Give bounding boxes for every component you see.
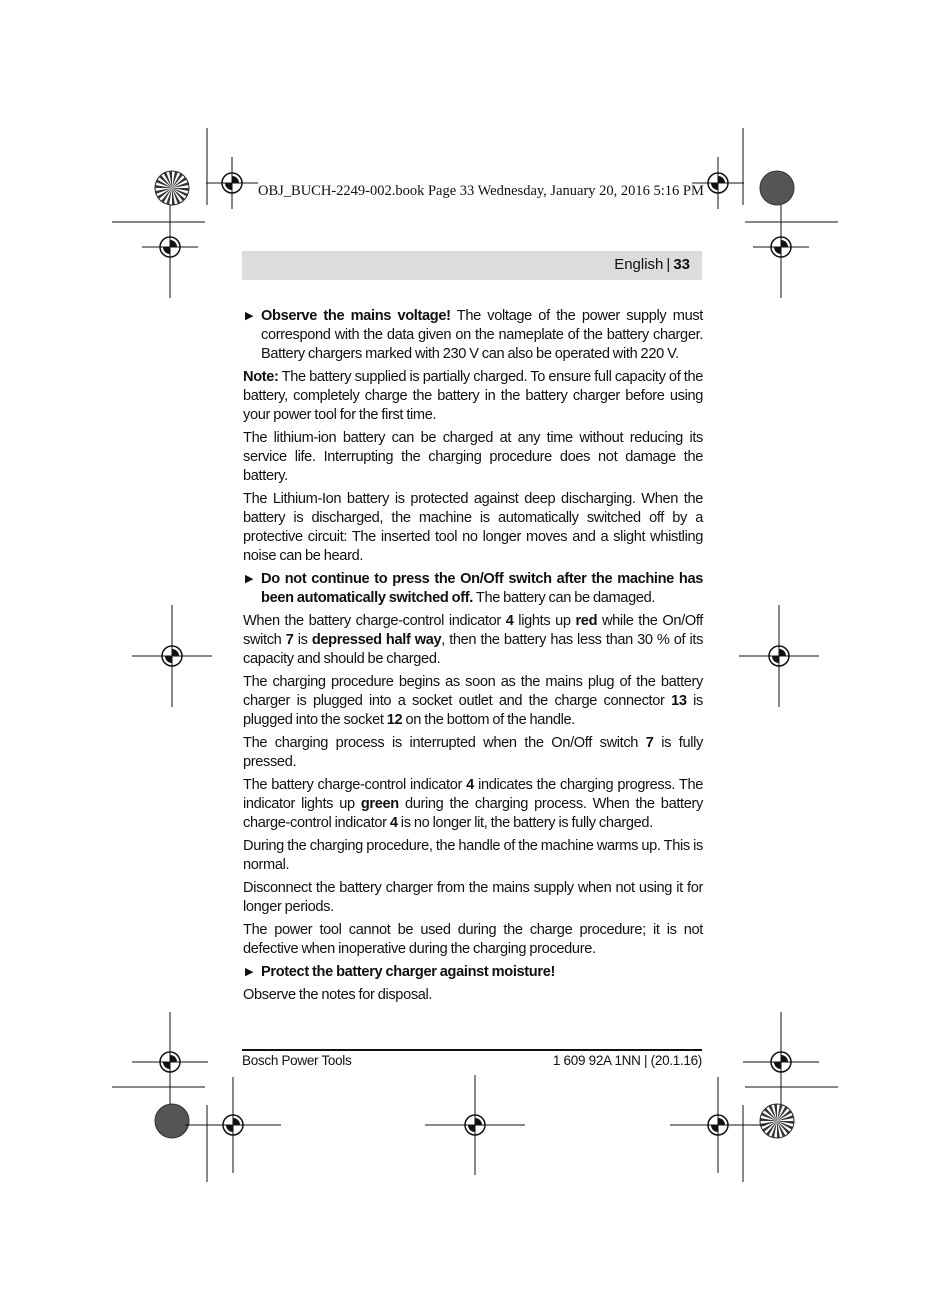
text-run: The battery charge-control indicator xyxy=(243,777,467,793)
bold-text: Observe the mains voltage! xyxy=(261,308,451,324)
bullet-paragraph xyxy=(243,963,703,982)
bold-text: depressed half way xyxy=(311,632,442,648)
footer-doc-id: 1 609 92A 1NN | (20.1.16) xyxy=(552,1053,702,1068)
text-run: The battery can be damaged. xyxy=(472,590,656,606)
bullet-paragraph xyxy=(243,307,703,364)
text-run: Disconnect the battery charger from the mains supply when not using it for longer periods. xyxy=(243,880,703,915)
bullet-paragraph xyxy=(243,570,703,608)
text-run: is plugged into the socket xyxy=(243,693,704,728)
bold-text: 7 xyxy=(285,632,294,648)
text-run: during the charging process. When the battery charge-control indicator xyxy=(243,796,703,831)
paragraph xyxy=(243,612,703,669)
crosshair-quadrant xyxy=(163,247,170,254)
page-header xyxy=(242,251,702,280)
bullet-triangle-icon: ▶ xyxy=(245,573,254,585)
crosshair-quadrant xyxy=(475,1118,482,1125)
crosshair-quadrant xyxy=(172,649,179,656)
crosshair-quadrant xyxy=(165,656,172,663)
text-run: During the charging procedure, the handle of the machine warms up. This is normal. xyxy=(243,838,703,873)
paragraph xyxy=(243,879,703,917)
text-run: while the On/Off switch xyxy=(243,613,703,648)
text-run: The charging process is interrupted when the On/Off switch xyxy=(243,735,646,751)
bold-text: green xyxy=(360,796,399,812)
crosshair-quadrant xyxy=(718,176,725,183)
bold-text: 4 xyxy=(389,815,398,831)
text-run: is no longer lit, the battery is fully charged. xyxy=(397,815,653,831)
text-run: The charging procedure begins as soon as the mains plug of the battery charger is plugged into a socket outlet and the charge connector xyxy=(243,674,703,709)
text-run: is fully pressed. xyxy=(243,735,704,770)
crosshair-quadrant xyxy=(781,1055,788,1062)
text-run: When the battery charge-control indicator xyxy=(243,613,506,629)
paragraph xyxy=(243,368,703,425)
crosshair-quadrant xyxy=(170,1055,177,1062)
crosshair-quadrant xyxy=(781,240,788,247)
crosshair-quadrant xyxy=(711,1125,718,1132)
page-number: 33 xyxy=(673,256,690,273)
text-run: The lithium-ion battery can be charged at any time without reducing its service life. Interrupting the charging procedure does not damage the battery. xyxy=(243,430,703,484)
bold-text: Protect the battery charger against moisture! xyxy=(261,964,555,980)
text-run: Observe the notes for disposal. xyxy=(243,987,433,1003)
bullet-triangle-icon: ▶ xyxy=(245,966,254,978)
crosshair-quadrant xyxy=(468,1125,475,1132)
text-run: The voltage of the power supply must correspond with the data given on the nameplate of the battery charger. Battery chargers marked with 230 V can also be operated with 220 V. xyxy=(261,308,703,362)
paragraph xyxy=(243,837,703,875)
bold-text: Do not continue to press the On/Off switch after the machine has been automatically switched off. xyxy=(261,571,703,606)
crosshair-quadrant xyxy=(225,183,232,190)
body-text xyxy=(243,307,703,1009)
text-run: indicates the charging progress. The indicator lights up xyxy=(243,777,703,812)
text-run: is xyxy=(293,632,312,648)
text-run: on the bottom of the handle. xyxy=(402,712,575,728)
crosshair-quadrant xyxy=(170,240,177,247)
paragraph xyxy=(243,776,703,833)
density-patch-icon xyxy=(155,1104,189,1138)
crosshair-quadrant xyxy=(232,176,239,183)
paragraph xyxy=(243,921,703,959)
crosshair-quadrant xyxy=(779,649,786,656)
crosshair-quadrant xyxy=(774,1062,781,1069)
paragraph xyxy=(243,986,703,1005)
bold-text: Note: xyxy=(243,369,279,385)
density-patch-icon xyxy=(760,171,794,205)
text-run: The Lithium-Ion battery is protected against deep discharging. When the battery is discharged, the machine is automatically switched off by a protective circuit: The inserted tool no longer moves and a slight whistling noise can be heard. xyxy=(243,491,703,564)
footer-rule xyxy=(242,1049,702,1051)
header-separator: | xyxy=(666,256,671,273)
text-run: The battery supplied is partially charged. To ensure full capacity of the battery, completely charge the battery in the battery charger before using your power tool for the first time. xyxy=(243,369,703,423)
crosshair-quadrant xyxy=(718,1118,725,1125)
header-text xyxy=(614,256,690,273)
crosshair-quadrant xyxy=(772,656,779,663)
paragraph xyxy=(243,490,703,566)
text-run: The power tool cannot be used during the charge procedure; it is not defective when inoperative during the charging procedure. xyxy=(243,922,703,957)
paragraph xyxy=(243,734,703,772)
footer-publisher: Bosch Power Tools xyxy=(242,1053,352,1068)
paragraph xyxy=(243,673,703,730)
bold-text: 4 xyxy=(505,613,514,629)
bold-text: red xyxy=(575,613,598,629)
bold-text: 13 xyxy=(671,693,687,709)
text-run: lights up xyxy=(513,613,576,629)
crosshair-quadrant xyxy=(163,1062,170,1069)
bold-text: 4 xyxy=(466,777,474,793)
slug-line: OBJ_BUCH-2249-002.book Page 33 Wednesday, January 20, 2016 5:16 PM xyxy=(258,183,704,199)
crosshair-quadrant xyxy=(226,1125,233,1132)
paragraph xyxy=(243,429,703,486)
bold-text: 7 xyxy=(645,735,654,751)
crosshair-quadrant xyxy=(774,247,781,254)
text-run: , then the battery has less than 30 % of its capacity and should be charged. xyxy=(243,632,704,667)
crosshair-quadrant xyxy=(233,1118,240,1125)
bold-text: 12 xyxy=(386,712,403,728)
bullet-triangle-icon: ▶ xyxy=(245,310,254,322)
header-language: English xyxy=(614,256,664,273)
